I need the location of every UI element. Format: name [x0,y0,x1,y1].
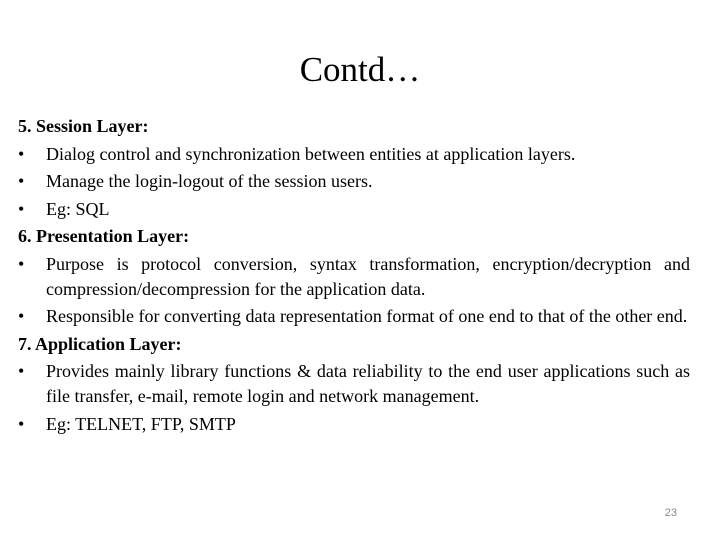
bullet-icon: • [18,198,25,219]
page-number: 23 [664,507,677,519]
bullet-text: Manage the login-logout of the session users. [46,171,373,191]
slide-title: Contd… [299,50,421,89]
bullet-item [18,358,690,411]
bullet-text: Eg: SQL [46,198,110,219]
bullet-text: Eg: TELNET, FTP, SMTP [46,413,236,434]
bullet-icon: • [18,171,25,191]
bullet-icon: • [18,306,25,326]
bullet-item [18,411,690,439]
bullet-item [18,141,690,169]
bullet-icon: • [18,253,25,274]
bullet-text: Purpose is protocol conversion, syntax transformation, encryption/decryption and compression/decompression for the application data. [46,253,690,299]
section-heading-session-layer: 5. Session Layer: [18,116,149,136]
bullet-icon: • [18,361,25,381]
bullet-item [18,251,690,304]
bullet-item [18,168,690,196]
section-heading-presentation-layer: 6. Presentation Layer: [18,226,190,246]
bullet-text: Provides mainly library functions & data reliability to the end user applications such as file transfer, e-mail, remote login and network management. [46,361,690,406]
bullet-text: Dialog control and synchronization between entities at application layers. [46,143,576,164]
bullet-item [18,303,690,331]
bullet-text: Responsible for converting data representation format of one end to that of the other end. [46,306,688,326]
bullet-icon: • [18,143,25,164]
bullet-icon: • [18,413,25,434]
section-heading-application-layer: 7. Application Layer: [18,333,182,354]
slide-body [18,113,690,438]
bullet-item [18,196,690,224]
